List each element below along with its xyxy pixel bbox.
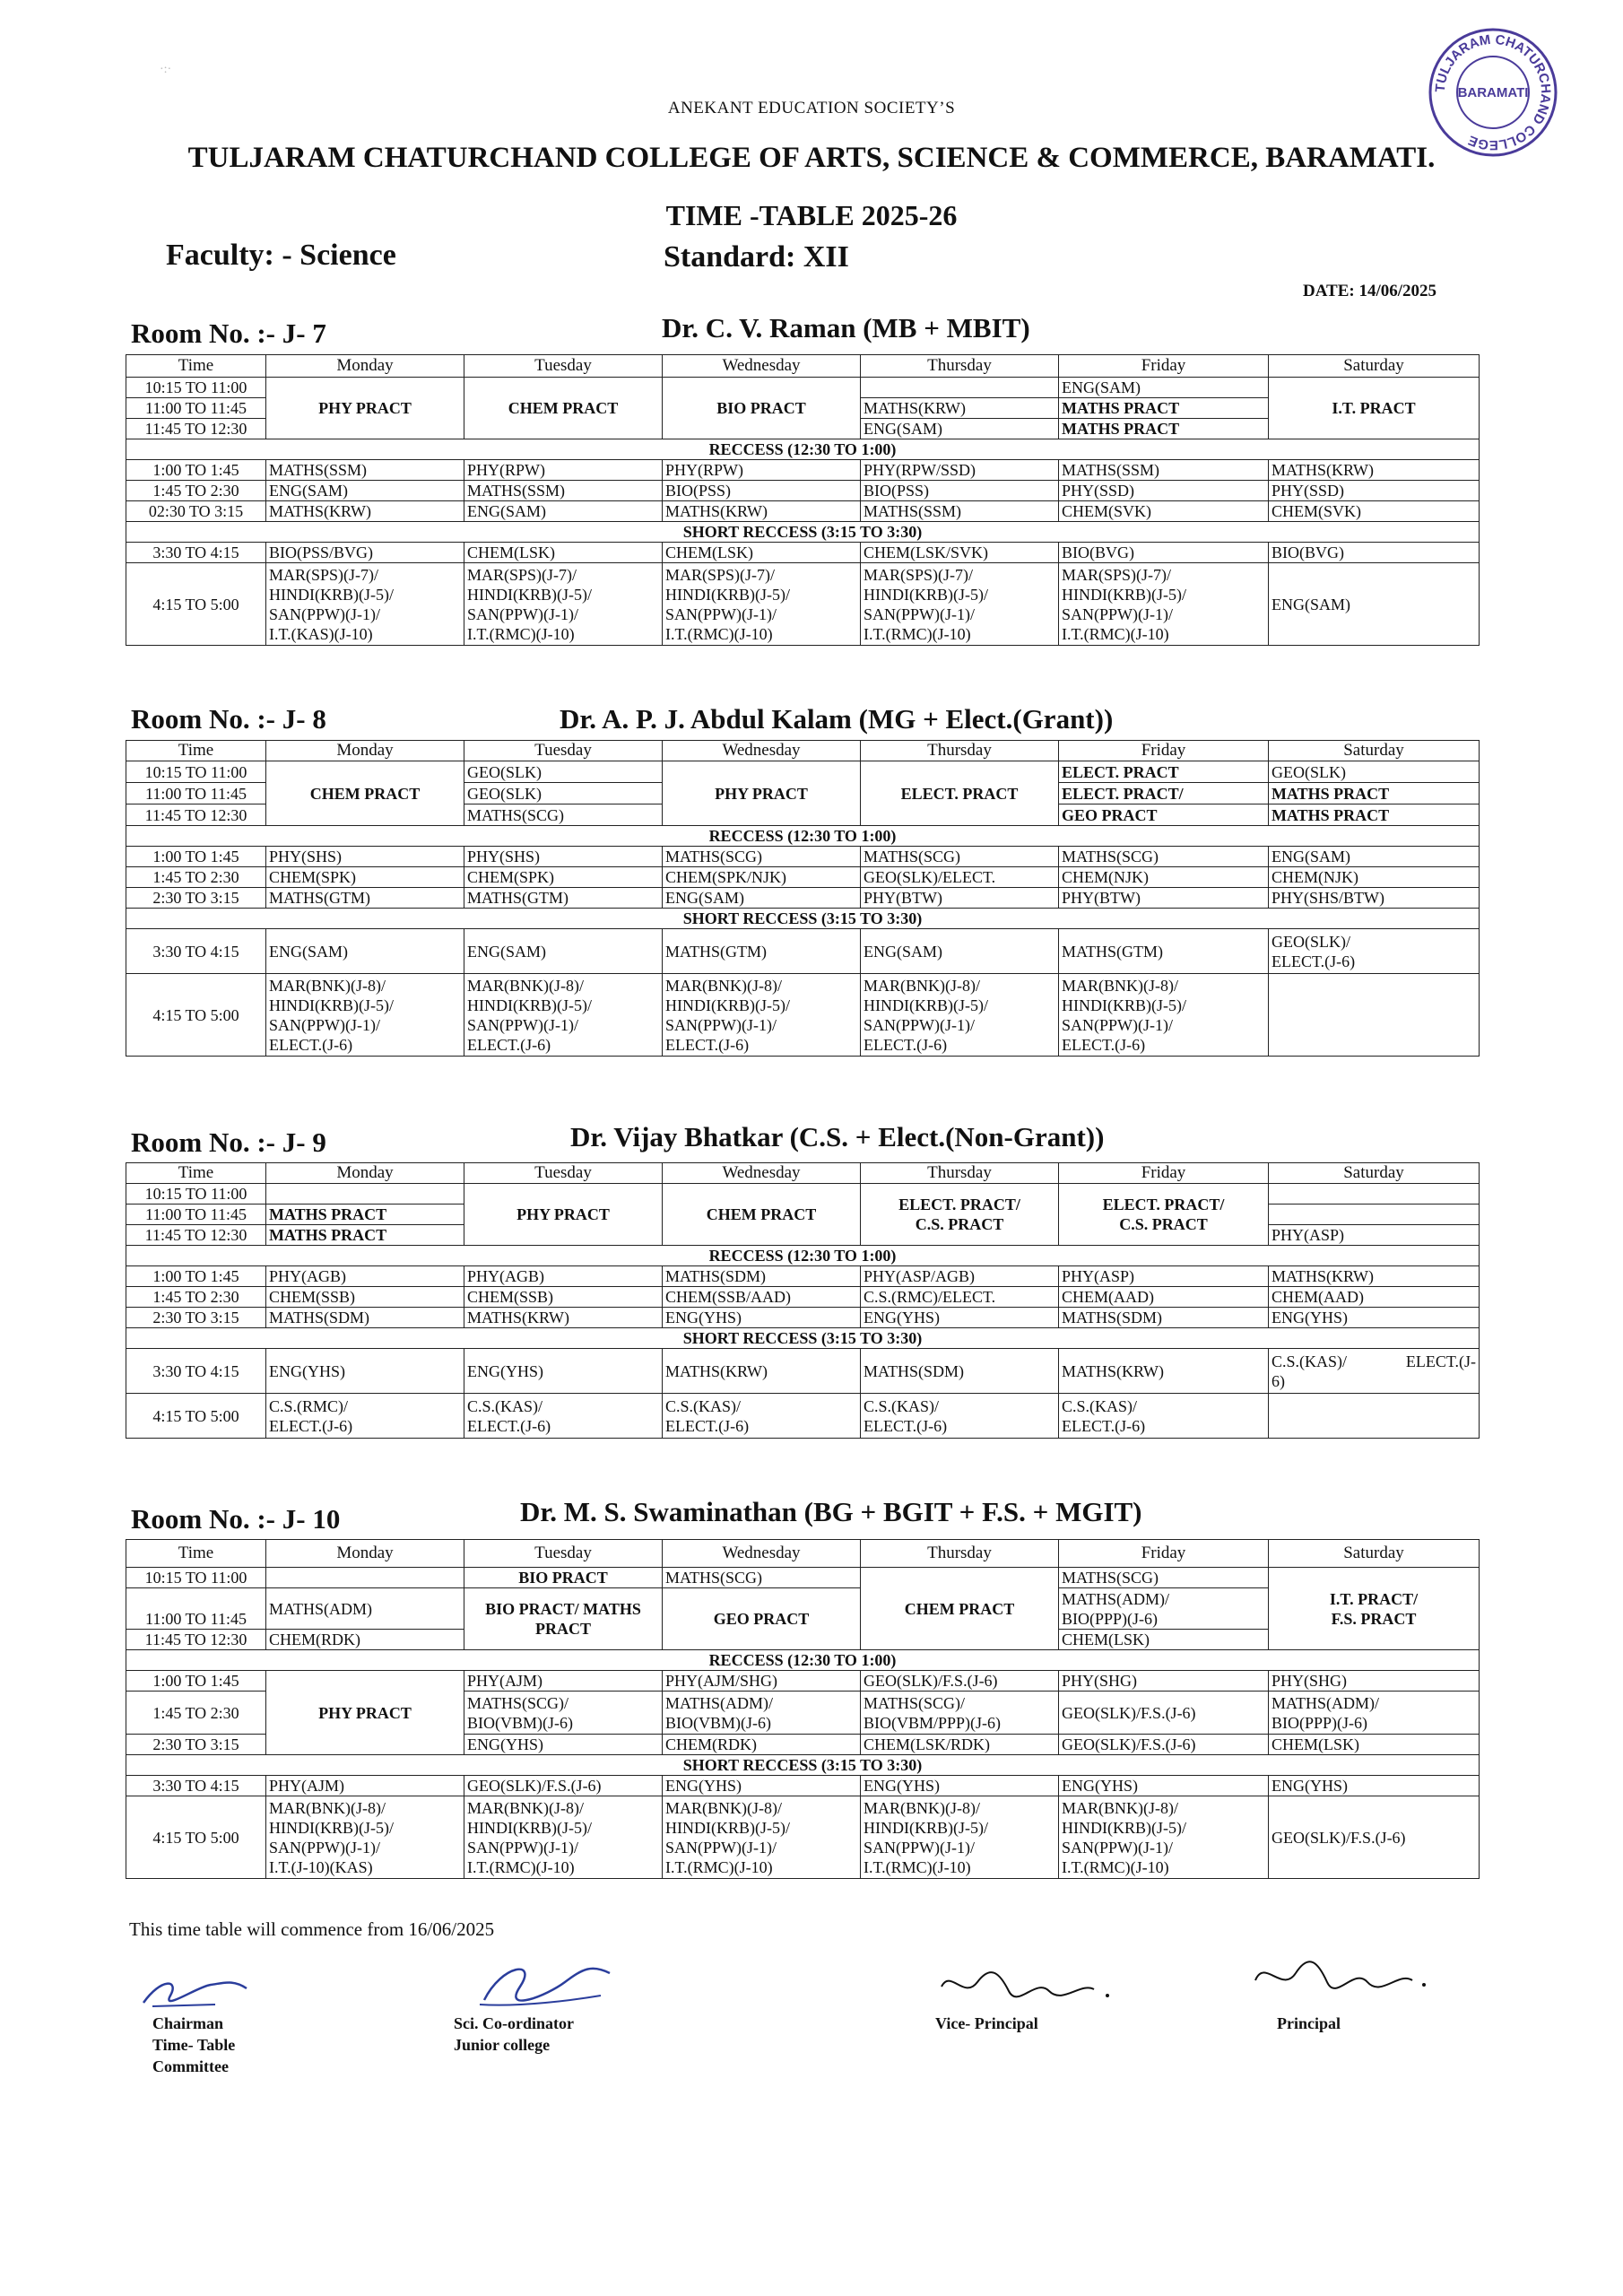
- cell: ENG(YHS): [266, 1349, 464, 1394]
- cell: PHY(SHG): [1059, 1671, 1269, 1692]
- cell: CHEM PRACT: [861, 1568, 1059, 1650]
- cell: GEO(SLK)/F.S.(J-6): [1269, 1796, 1480, 1879]
- cell: MATHS PRACT: [1059, 419, 1269, 439]
- time-slot: 10:15 TO 11:00: [126, 1184, 266, 1205]
- time-slot: 4:15 TO 5:00: [126, 1394, 266, 1439]
- cell: PHY PRACT: [266, 378, 464, 439]
- cell: BIO(BVG): [1269, 543, 1480, 563]
- col-header: Thursday: [861, 355, 1059, 378]
- cell: ENG(YHS): [1059, 1776, 1269, 1796]
- cell: CHEM(LSK/RDK): [861, 1735, 1059, 1755]
- cell: PHY(SHS/BTW): [1269, 888, 1480, 909]
- cell-multiline: MAR(SPS)(J-7)/ HINDI(KRB)(J-5)/ SAN(PPW)(J-1)/ I.T.(RMC)(J-10): [464, 563, 663, 646]
- col-header: Wednesday: [663, 355, 861, 378]
- cell-multiline: MATHS(ADM)/ BIO(PPP)(J-6): [1269, 1692, 1480, 1735]
- cell: GEO(SLK)/ELECT.: [861, 867, 1059, 888]
- cell: ENG(YHS): [861, 1308, 1059, 1328]
- cell: MATHS(SCG): [861, 847, 1059, 867]
- cell: MATHS(SDM): [1059, 1308, 1269, 1328]
- cell-multiline: C.S.(RMC)/ ELECT.(J-6): [266, 1394, 464, 1439]
- cell-multiline: MAR(BNK)(J-8)/ HINDI(KRB)(J-5)/ SAN(PPW)(J-1)/ ELECT.(J-6): [266, 974, 464, 1057]
- col-header: Wednesday: [663, 1163, 861, 1184]
- cell-multiline: I.T. PRACT/ F.S. PRACT: [1269, 1568, 1480, 1650]
- cell: MATHS(SSM): [266, 460, 464, 481]
- cell: PHY PRACT: [663, 761, 861, 826]
- cell: MATHS PRACT: [266, 1205, 464, 1225]
- cell: ELECT. PRACT: [1059, 761, 1269, 783]
- college-name: TULJARAM CHATURCHAND COLLEGE OF ARTS, SCIENCE & COMMERCE, BARAMATI.: [187, 142, 1436, 174]
- cell: ENG(YHS): [464, 1349, 663, 1394]
- cell: GEO(SLK)/F.S.(J-6): [464, 1776, 663, 1796]
- cell: CHEM(AAD): [1059, 1287, 1269, 1308]
- cell: [266, 1568, 464, 1588]
- cell: MATHS(GTM): [464, 888, 663, 909]
- coordinator-signature: [466, 1955, 619, 2013]
- time-slot: 11:00 TO 11:45: [126, 398, 266, 419]
- time-slot: 11:45 TO 12:30: [126, 419, 266, 439]
- time-slot: 02:30 TO 3:15: [126, 501, 266, 522]
- cell: GEO(SLK): [464, 783, 663, 804]
- scan-speck: ·:·: [160, 63, 172, 76]
- cell: BIO(PSS): [861, 481, 1059, 501]
- cell: PHY(SHG): [1269, 1671, 1480, 1692]
- cell: PHY(AGB): [464, 1266, 663, 1287]
- cell: MATHS(KRW): [861, 398, 1059, 419]
- cell: MATHS(GTM): [1059, 929, 1269, 974]
- col-header: Thursday: [861, 1540, 1059, 1568]
- cell-multiline: C.S.(KAS)/ ELECT.(J-6): [1059, 1394, 1269, 1439]
- cell: GEO(SLK)/F.S.(J-6): [861, 1671, 1059, 1692]
- timetable-room-j8: [126, 740, 1480, 1057]
- col-header: Time: [126, 1540, 266, 1568]
- col-header: Wednesday: [663, 1540, 861, 1568]
- col-header: Saturday: [1269, 1163, 1480, 1184]
- cell-multiline: MAR(BNK)(J-8)/ HINDI(KRB)(J-5)/ SAN(PPW)(J-1)/ I.T.(J-10)(KAS): [266, 1796, 464, 1879]
- col-header: Tuesday: [464, 1163, 663, 1184]
- short-recess-row: SHORT RECCESS (3:15 TO 3:30): [126, 522, 1480, 543]
- cell: MATHS(SCG): [663, 847, 861, 867]
- cell: CHEM(AAD): [1269, 1287, 1480, 1308]
- cell: MATHS(SSM): [464, 481, 663, 501]
- col-header: Friday: [1059, 355, 1269, 378]
- cell-multiline: MAR(SPS)(J-7)/ HINDI(KRB)(J-5)/ SAN(PPW)(J-1)/ I.T.(RMC)(J-10): [861, 563, 1059, 646]
- col-header: Time: [126, 741, 266, 761]
- cell: MATHS(GTM): [266, 888, 464, 909]
- cell: CHEM(SVK): [1269, 501, 1480, 522]
- vice-principal-signature: [937, 1964, 1116, 2009]
- cell: GEO(SLK)/F.S.(J-6): [1059, 1692, 1269, 1735]
- timetable-room-j10: [126, 1539, 1480, 1879]
- col-header: Wednesday: [663, 741, 861, 761]
- timetable-room-j7: [126, 354, 1480, 646]
- cell: ENG(SAM): [266, 481, 464, 501]
- time-slot: 1:00 TO 1:45: [126, 1671, 266, 1692]
- cell: PHY(SSD): [1059, 481, 1269, 501]
- time-slot: 3:30 TO 4:15: [126, 1349, 266, 1394]
- time-slot: 3:30 TO 4:15: [126, 543, 266, 563]
- cell: CHEM(RDK): [266, 1630, 464, 1650]
- cell: PHY(ASP/AGB): [861, 1266, 1059, 1287]
- cell: BIO(BVG): [1059, 543, 1269, 563]
- time-slot: 10:15 TO 11:00: [126, 378, 266, 398]
- faculty-label: Faculty: - Science: [166, 239, 396, 272]
- col-header: Friday: [1059, 1540, 1269, 1568]
- cell-multiline: MATHS(ADM)/ BIO(PPP)(J-6): [1059, 1588, 1269, 1630]
- cell: PHY(BTW): [861, 888, 1059, 909]
- cell-multiline: C.S.(KAS)/ ELECT.(J-6): [663, 1394, 861, 1439]
- seal-center-text: BARAMATI: [1457, 85, 1529, 100]
- cell: BIO PRACT: [663, 378, 861, 439]
- time-slot: 4:15 TO 5:00: [126, 1796, 266, 1879]
- cell: MATHS(SCG): [1059, 847, 1269, 867]
- cell: [1269, 1394, 1480, 1439]
- cell: ENG(SAM): [464, 501, 663, 522]
- cell: ENG(YHS): [1269, 1776, 1480, 1796]
- time-slot: 10:15 TO 11:00: [126, 761, 266, 783]
- time-slot: 1:00 TO 1:45: [126, 1266, 266, 1287]
- room-class-name: Dr. C. V. Raman (MB + MBIT): [662, 312, 1030, 344]
- cell-multiline: MATHS(SCG)/ BIO(VBM/PPP)(J-6): [861, 1692, 1059, 1735]
- cell: PHY PRACT: [464, 1184, 663, 1246]
- cell: ENG(SAM): [1269, 847, 1480, 867]
- time-slot: 11:00 TO 11:45: [126, 783, 266, 804]
- cell-multiline: C.S.(KAS)/ ELECT.(J-6): [464, 1394, 663, 1439]
- cell: PHY PRACT: [266, 1671, 464, 1755]
- signature-label-chairman: Chairman Time- Table Committee: [152, 2014, 236, 2075]
- cell: [1269, 1205, 1480, 1225]
- cell: MATHS PRACT: [266, 1225, 464, 1246]
- cell: MATHS(KRW): [663, 501, 861, 522]
- short-recess-row: SHORT RECCESS (3:15 TO 3:30): [126, 1328, 1480, 1349]
- cell: ENG(SAM): [1059, 378, 1269, 398]
- cell: [1269, 974, 1480, 1057]
- cell: ELECT. PRACT: [861, 761, 1059, 826]
- col-header: Tuesday: [464, 741, 663, 761]
- cell: MATHS PRACT: [1059, 398, 1269, 419]
- room-number: Room No. :- J- 7: [131, 317, 326, 349]
- cell-multiline: MAR(BNK)(J-8)/ HINDI(KRB)(J-5)/ SAN(PPW)(J-1)/ I.T.(RMC)(J-10): [464, 1796, 663, 1879]
- cell: GEO(SLK): [1269, 761, 1480, 783]
- room-class-name: Dr. M. S. Swaminathan (BG + BGIT + F.S. + MGIT): [520, 1496, 1142, 1527]
- cell-multiline: MAR(BNK)(J-8)/ HINDI(KRB)(J-5)/ SAN(PPW)(J-1)/ I.T.(RMC)(J-10): [861, 1796, 1059, 1879]
- principal-signature: [1251, 1953, 1430, 2003]
- standard-label: Standard: XII: [664, 240, 849, 274]
- time-slot: 11:45 TO 12:30: [126, 1225, 266, 1246]
- time-slot: 3:30 TO 4:15: [126, 1776, 266, 1796]
- cell: [266, 1184, 464, 1205]
- college-seal: [1426, 25, 1560, 160]
- time-slot: 11:45 TO 12:30: [126, 1630, 266, 1650]
- cell: CHEM PRACT: [464, 378, 663, 439]
- cell: PHY(RPW): [464, 460, 663, 481]
- cell: GEO PRACT: [1059, 804, 1269, 826]
- time-slot: 11:00 TO 11:45: [126, 1205, 266, 1225]
- time-slot: 11:00 TO 11:45: [126, 1588, 266, 1630]
- cell-multiline: MATHS(SCG)/ BIO(VBM)(J-6): [464, 1692, 663, 1735]
- time-slot: 2:30 TO 3:15: [126, 1308, 266, 1328]
- col-header: Monday: [266, 355, 464, 378]
- cell: PHY(RPW/SSD): [861, 460, 1059, 481]
- col-header: Tuesday: [464, 1540, 663, 1568]
- cell: PHY(SSD): [1269, 481, 1480, 501]
- cell: MATHS(SDM): [663, 1266, 861, 1287]
- cell: MATHS(KRW): [1059, 1349, 1269, 1394]
- col-header: Friday: [1059, 1163, 1269, 1184]
- col-header: Monday: [266, 1163, 464, 1184]
- cell-multiline: MAR(SPS)(J-7)/ HINDI(KRB)(J-5)/ SAN(PPW)(J-1)/ I.T.(RMC)(J-10): [663, 563, 861, 646]
- col-header: Thursday: [861, 1163, 1059, 1184]
- commencement-note: This time table will commence from 16/06/2025: [129, 1918, 495, 1940]
- col-header: Friday: [1059, 741, 1269, 761]
- signature-label-coordinator: Sci. Co-ordinator Junior college: [454, 2014, 574, 2054]
- cell-multiline: MAR(BNK)(J-8)/ HINDI(KRB)(J-5)/ SAN(PPW)(J-1)/ ELECT.(J-6): [464, 974, 663, 1057]
- time-slot: 1:45 TO 2:30: [126, 481, 266, 501]
- cell: GEO(SLK)/F.S.(J-6): [1059, 1735, 1269, 1755]
- chairman-signature: [135, 1969, 251, 2013]
- time-slot: 10:15 TO 11:00: [126, 1568, 266, 1588]
- cell-multiline: MAR(BNK)(J-8)/ HINDI(KRB)(J-5)/ SAN(PPW)(J-1)/ ELECT.(J-6): [861, 974, 1059, 1057]
- signature-label-vice-principal: Vice- Principal: [935, 2014, 1038, 2032]
- time-slot: 4:15 TO 5:00: [126, 974, 266, 1057]
- cell: MATHS(SDM): [861, 1349, 1059, 1394]
- seal-ring-text: TULJARAM CHATURCHAND COLLEGE: [1432, 31, 1554, 153]
- cell-multiline: BIO PRACT/ MATHS PRACT: [464, 1588, 663, 1650]
- col-header: Saturday: [1269, 741, 1480, 761]
- cell-multiline: ELECT. PRACT/ C.S. PRACT: [1059, 1184, 1269, 1246]
- cell: ENG(YHS): [861, 1776, 1059, 1796]
- timetable-room-j9: [126, 1162, 1480, 1439]
- col-header: Saturday: [1269, 1540, 1480, 1568]
- cell: [861, 378, 1059, 398]
- recess-row: RECCESS (12:30 TO 1:00): [126, 1246, 1480, 1266]
- col-header: Time: [126, 1163, 266, 1184]
- cell: BIO(PSS/BVG): [266, 543, 464, 563]
- time-slot: 1:45 TO 2:30: [126, 1287, 266, 1308]
- recess-row: RECCESS (12:30 TO 1:00): [126, 439, 1480, 460]
- short-recess-row: SHORT RECCESS (3:15 TO 3:30): [126, 909, 1480, 929]
- signature-label-principal: Principal: [1277, 2014, 1341, 2032]
- col-header: Monday: [266, 741, 464, 761]
- cell: CHEM PRACT: [663, 1184, 861, 1246]
- timetable-title: TIME -TABLE 2025-26: [665, 199, 958, 231]
- cell-multiline: GEO(SLK)/ ELECT.(J-6): [1269, 929, 1480, 974]
- cell: MATHS PRACT: [1269, 783, 1480, 804]
- col-header: Thursday: [861, 741, 1059, 761]
- cell: CHEM(SVK): [1059, 501, 1269, 522]
- cell-multiline: MAR(BNK)(J-8)/ HINDI(KRB)(J-5)/ SAN(PPW)(J-1)/ ELECT.(J-6): [1059, 974, 1269, 1057]
- cell: ENG(YHS): [663, 1308, 861, 1328]
- cell: CHEM PRACT: [266, 761, 464, 826]
- time-slot: 2:30 TO 3:15: [126, 888, 266, 909]
- cell-multiline: MATHS(ADM)/ BIO(VBM)(J-6): [663, 1692, 861, 1735]
- cell-multiline: MAR(SPS)(J-7)/ HINDI(KRB)(J-5)/ SAN(PPW)(J-1)/ I.T.(KAS)(J-10): [266, 563, 464, 646]
- cell: MATHS(SCG): [1059, 1568, 1269, 1588]
- cell: MATHS(GTM): [663, 929, 861, 974]
- cell: MATHS(KRW): [663, 1349, 861, 1394]
- cell: PHY(AJM/SHG): [663, 1671, 861, 1692]
- cell: BIO(PSS): [663, 481, 861, 501]
- recess-row: RECCESS (12:30 TO 1:00): [126, 1650, 1480, 1671]
- cell: ENG(YHS): [1269, 1308, 1480, 1328]
- cell: CHEM(SPK/NJK): [663, 867, 861, 888]
- cell: CHEM(SSB): [266, 1287, 464, 1308]
- cell: C.S.(RMC)/ELECT.: [861, 1287, 1059, 1308]
- cell: BIO PRACT: [464, 1568, 663, 1588]
- cell: PHY(AGB): [266, 1266, 464, 1287]
- time-slot: 11:45 TO 12:30: [126, 804, 266, 826]
- cell: CHEM(LSK): [663, 543, 861, 563]
- cell: MATHS(KRW): [464, 1308, 663, 1328]
- cell: ENG(SAM): [1269, 563, 1480, 646]
- cell: CHEM(SPK): [464, 867, 663, 888]
- cell-multiline: C.S.(KAS)/ ELECT.(J- 6): [1269, 1349, 1480, 1394]
- short-recess-row: SHORT RECCESS (3:15 TO 3:30): [126, 1755, 1480, 1776]
- cell: MATHS(SDM): [266, 1308, 464, 1328]
- time-slot: 2:30 TO 3:15: [126, 1735, 266, 1755]
- cell: MATHS(SCG): [464, 804, 663, 826]
- cell: MATHS(SCG): [663, 1568, 861, 1588]
- cell: I.T. PRACT: [1269, 378, 1480, 439]
- recess-row: RECCESS (12:30 TO 1:00): [126, 826, 1480, 847]
- cell: MATHS PRACT: [1269, 804, 1480, 826]
- cell: MATHS(ADM): [266, 1588, 464, 1630]
- cell: PHY(SHS): [464, 847, 663, 867]
- cell: MATHS(KRW): [266, 501, 464, 522]
- cell: CHEM(SSB): [464, 1287, 663, 1308]
- cell: ENG(YHS): [663, 1776, 861, 1796]
- cell: PHY(ASP): [1269, 1225, 1480, 1246]
- time-slot: 1:00 TO 1:45: [126, 460, 266, 481]
- cell-multiline: ELECT. PRACT/ C.S. PRACT: [861, 1184, 1059, 1246]
- time-slot: 1:00 TO 1:45: [126, 847, 266, 867]
- cell: PHY(BTW): [1059, 888, 1269, 909]
- cell: ENG(SAM): [464, 929, 663, 974]
- cell-multiline: MAR(BNK)(J-8)/ HINDI(KRB)(J-5)/ SAN(PPW)(J-1)/ ELECT.(J-6): [663, 974, 861, 1057]
- col-header: Tuesday: [464, 355, 663, 378]
- cell: PHY(SHS): [266, 847, 464, 867]
- cell: MATHS(SSM): [861, 501, 1059, 522]
- time-slot: 1:45 TO 2:30: [126, 867, 266, 888]
- cell-multiline: C.S.(KAS)/ ELECT.(J-6): [861, 1394, 1059, 1439]
- cell-multiline: MAR(BNK)(J-8)/ HINDI(KRB)(J-5)/ SAN(PPW)(J-1)/ I.T.(RMC)(J-10): [663, 1796, 861, 1879]
- room-number: Room No. :- J- 8: [131, 703, 326, 735]
- room-number: Room No. :- J- 10: [131, 1503, 341, 1535]
- cell: GEO(SLK): [464, 761, 663, 783]
- cell-multiline: MAR(BNK)(J-8)/ HINDI(KRB)(J-5)/ SAN(PPW)(J-1)/ I.T.(RMC)(J-10): [1059, 1796, 1269, 1879]
- time-slot: 4:15 TO 5:00: [126, 563, 266, 646]
- cell: PHY(AJM): [266, 1776, 464, 1796]
- cell: ENG(SAM): [861, 929, 1059, 974]
- date-label: DATE: 14/06/2025: [1303, 282, 1437, 300]
- cell: PHY(RPW): [663, 460, 861, 481]
- time-slot: 3:30 TO 4:15: [126, 929, 266, 974]
- time-slot: 1:45 TO 2:30: [126, 1692, 266, 1735]
- cell: CHEM(LSK): [1269, 1735, 1480, 1755]
- cell: ELECT. PRACT/: [1059, 783, 1269, 804]
- cell-multiline: MAR(SPS)(J-7)/ HINDI(KRB)(J-5)/ SAN(PPW)(J-1)/ I.T.(RMC)(J-10): [1059, 563, 1269, 646]
- cell: CHEM(NJK): [1059, 867, 1269, 888]
- cell: PHY(ASP): [1059, 1266, 1269, 1287]
- cell: PHY(AJM): [464, 1671, 663, 1692]
- cell: CHEM(LSK): [464, 543, 663, 563]
- room-number: Room No. :- J- 9: [131, 1126, 326, 1158]
- cell: CHEM(LSK/SVK): [861, 543, 1059, 563]
- col-header: Time: [126, 355, 266, 378]
- cell: CHEM(LSK): [1059, 1630, 1269, 1650]
- col-header: Monday: [266, 1540, 464, 1568]
- cell: CHEM(NJK): [1269, 867, 1480, 888]
- cell: GEO PRACT: [663, 1588, 861, 1650]
- cell: CHEM(RDK): [663, 1735, 861, 1755]
- cell: CHEM(SSB/AAD): [663, 1287, 861, 1308]
- society-name: ANEKANT EDUCATION SOCIETY’S: [667, 99, 956, 117]
- cell: [1269, 1184, 1480, 1205]
- cell: ENG(SAM): [266, 929, 464, 974]
- room-class-name: Dr. Vijay Bhatkar (C.S. + Elect.(Non-Grant)): [570, 1121, 1105, 1152]
- cell: MATHS(KRW): [1269, 460, 1480, 481]
- cell: ENG(SAM): [663, 888, 861, 909]
- cell: MATHS(KRW): [1269, 1266, 1480, 1287]
- room-class-name: Dr. A. P. J. Abdul Kalam (MG + Elect.(Grant)): [560, 703, 1114, 735]
- cell: CHEM(SPK): [266, 867, 464, 888]
- col-header: Saturday: [1269, 355, 1480, 378]
- cell: MATHS(SSM): [1059, 460, 1269, 481]
- cell: ENG(YHS): [464, 1735, 663, 1755]
- cell: ENG(SAM): [861, 419, 1059, 439]
